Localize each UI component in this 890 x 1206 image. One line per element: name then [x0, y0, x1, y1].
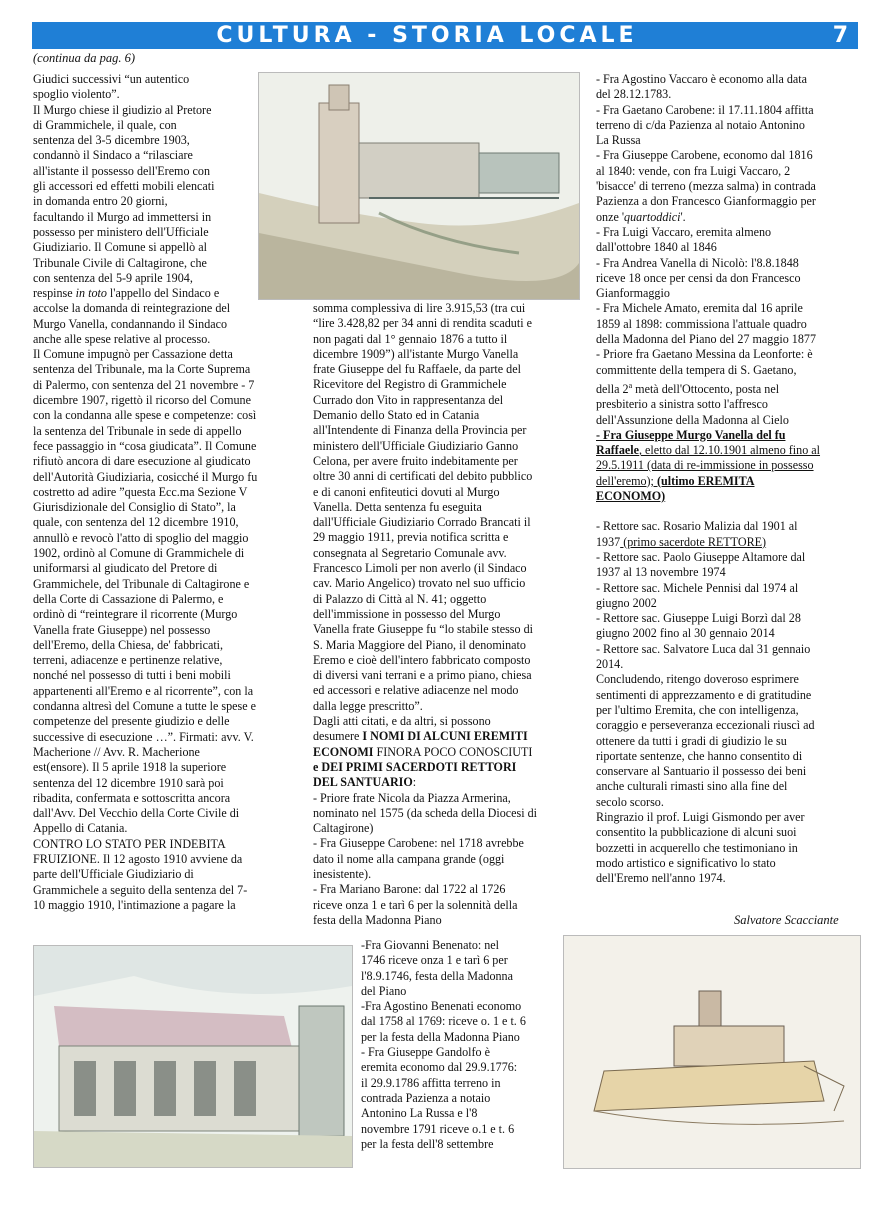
text-line: -Fra Giovanni Benenato: nel [361, 938, 500, 952]
text-line: “lire 3.428,82 per 34 anni di rendita scaduti e [313, 316, 532, 331]
text-line: dall'Ufficiale Giudiziario Corrado Brancati il [313, 515, 531, 530]
murgo-line-1 [596, 428, 861, 443]
text-line: condannò il Sindaco a “rilasciare [33, 148, 193, 163]
col1-intoto-line [33, 286, 311, 301]
text-line: dicembre 1909”) all'istante Murgo Vanella [313, 346, 519, 361]
text-line: dell'Autorità Giudiziaria, cosicché il Murgo fu [33, 469, 258, 484]
text-line: con la condanna alle spese e competenze: così [33, 408, 257, 423]
text-line: Murgo Vanella, condannando il Sindaco [33, 316, 228, 331]
text-line: Francesco Limoli per non averlo (il Sindaco [313, 561, 527, 576]
text-line: di Palazzo di Città al N. 41; oggetto [313, 591, 487, 606]
text-line: Antonino La Russa e l'8 [361, 1106, 478, 1121]
author-signature: Salvatore Scacciante [734, 913, 839, 927]
column-2-narrow-text [361, 938, 561, 1152]
col3-onze-line [596, 210, 861, 225]
col2-bold-line-2 [313, 745, 585, 760]
watercolor-santuario [563, 935, 861, 1169]
text-line: Tribunale Civile di Caltagirone, che [33, 255, 207, 270]
text-line: di Palermo, con sentenza del 21 novembre - 7 [33, 377, 255, 392]
text-line: dall'ottobre 1840 al 1846 [596, 240, 717, 255]
text-line: frate Giuseppe del fu Raffaele, da parte del [313, 362, 521, 377]
text-line: - Fra Mariano Barone: dal 1722 al 1726 [313, 882, 506, 897]
text-line: Ringrazio il prof. Luigi Gismondo per aver [596, 809, 805, 824]
text-line: della Corte di Cassazione di Palermo, e [33, 591, 224, 606]
text-line: contrada Pazienza a notaio [361, 1090, 491, 1105]
text-line: gli accessori ed effetti mobili elencati [33, 179, 215, 194]
murgo-line-5 [596, 489, 861, 504]
text-line: nonché nel possesso di tutti i beni mobili [33, 668, 231, 683]
underlined-text: (primo sacerdote RETTORE) [620, 534, 767, 549]
text-line: consentito la pubblicazione di alcuni suoi [596, 825, 797, 840]
text-line: - Fra Gaetano Carobene: il 17.11.1804 affitta [596, 102, 814, 117]
text-line: Vanella frate Giuseppe fu “lo stabile stesso di [313, 622, 533, 637]
text: : [412, 775, 417, 790]
underlined-text: dell'eremo); [596, 473, 657, 488]
murgo-line-4 [596, 474, 861, 489]
bold-underlined-text: (ultimo EREMITA [656, 473, 755, 488]
text-line: Currado don Vito in rappresentanza del [313, 392, 504, 407]
text-line: non pagati dal 1° gennaio 1876 a tutto il [313, 331, 508, 346]
text-line: Grammichele, del Tribunale di Caltagirone e [33, 576, 250, 591]
rettore-malizia-line-1: - Rettore sac. Rosario Malizia dal 1901 al [596, 519, 798, 534]
text-line: FRUIZIONE. Il 12 agosto 1910 avviene da [33, 851, 243, 866]
text-line: parte dell'Ufficiale Giudiziario di [33, 867, 194, 882]
text-line: della Madonna del Piano del 27 maggio 1877 [596, 332, 816, 347]
watercolor-courtyard [33, 945, 353, 1168]
bold-text: ECONOMI [313, 744, 374, 759]
text-line: di Grammichele, il quale, con [33, 117, 177, 132]
text-line: appartenenti all'Eremo e al ricorrente”, con la [33, 683, 254, 698]
col2-lines [313, 301, 585, 729]
text: onze ' [596, 209, 625, 224]
page-number: 7 [832, 23, 848, 48]
text-line: - Rettore sac. Giuseppe Luigi Borzì dal 28 [596, 611, 801, 626]
text-line: fece passaggio in “cosa giudicata”. Il Comune [33, 438, 257, 453]
text-line: Gianformaggio [596, 286, 670, 301]
murgo-line-3: 29.5.1911 (data di re-immissione in possesso [596, 458, 814, 473]
column-3-text [596, 72, 861, 886]
text-line: dell'Eremo nell'anno 1974. [596, 871, 726, 886]
text-line: inesistente). [313, 866, 372, 881]
text-line: ottenere da tutti i gradi di giudizio le su [596, 733, 787, 748]
text-line: -Fra Agostino Benenati economo [361, 999, 522, 1014]
text-line: - Rettore sac. Paolo Giuseppe Altamore dal [596, 549, 806, 564]
text-line: modo artistico e significativo lo stato [596, 855, 776, 870]
text-line: 1746 riceve onza 1 e tarì 6 per [361, 953, 508, 968]
text-line: per la festa dell'8 settembre [361, 1136, 494, 1151]
text-line: committente della tempera di S. Gaetano, [596, 362, 797, 377]
text-line: la sentenza del Tribunale in sede di appello [33, 423, 242, 438]
text-line: S. Maria Maggiore del Piano, il denominato [313, 637, 526, 652]
text-line: est(ensore). Il 5 aprile 1918 la superiore [33, 760, 227, 775]
text-line: sentenza del 12 dicembre 1910 sarà poi [33, 775, 224, 790]
text-line: CONTRO LO STATO PER INDEBITA [33, 836, 226, 851]
text-line: Demanio dello Stato ed in Catania [313, 408, 480, 423]
text-line: 1859 al 1898: commissiona l'attuale quadro [596, 316, 807, 331]
text-line: anche alle spese relative al processo. [33, 331, 211, 346]
text-line: Giudiziario. Il Comune si appellò al [33, 240, 207, 255]
text: respinse [33, 286, 76, 300]
text-line: La Russa [596, 133, 641, 148]
text-line: conservare al Santuario il possesso dei beni [596, 764, 807, 779]
text-line: rifiutò ancora di dare esecuzione al giudicato [33, 454, 251, 469]
text-line: costretto ad adire ”questa Ecc.ma Sezione V [33, 484, 248, 499]
text-line: Giudici successivi “un autentico [33, 72, 190, 86]
col3-lines-a [596, 72, 861, 210]
text-line: Vanella. Detta sentenza fu eseguita [313, 499, 482, 514]
text-line: ordinò di “reintegrare il ricorrente (Murgo [33, 607, 238, 622]
text-line: somma complessiva di lire 3.915,53 (tra cui [313, 301, 526, 315]
bold-underlined-text: - Fra Giuseppe Murgo Vanella del fu [596, 427, 786, 442]
text-line: ministero dell'Ufficiale Giudiziario Ganno [313, 438, 519, 453]
text-line: Grammichele a seguito della sentenza del 7- [33, 882, 248, 897]
emphasis: quartoddici [624, 209, 681, 224]
col2-bold-line-4 [313, 775, 585, 790]
text-line: Dagli atti citati, e da altri, si possono [313, 714, 491, 729]
text-line: dato il nome alla campana grande (oggi [313, 851, 505, 866]
text-line: riportate sentenze, che hanno consentito di [596, 748, 803, 763]
text-line: Il Murgo chiese il giudizio al Pretore [33, 102, 212, 117]
text-line: festa della Madonna Piano [313, 912, 442, 927]
section-title: CULTURA - STORIA LOCALE [216, 23, 638, 48]
spacer [596, 504, 861, 519]
murgo-line-2 [596, 443, 861, 458]
text-line: del 28.12.1783. [596, 87, 672, 102]
superscript: a [628, 380, 633, 390]
text-line: possesso per ministero dell'Ufficiale [33, 224, 209, 239]
text-line: competenze del presente giudizio e delle [33, 714, 230, 729]
text-line: all'Intendente di Finanza della Provincia per [313, 423, 527, 438]
text-line: riceve onza 1 e tarì 6 per la solennità della [313, 897, 518, 912]
text-line: - Fra Giuseppe Carobene, economo dal 1816 [596, 148, 813, 163]
text-line: sentimenti di apprezzamento e di gratitudine [596, 687, 812, 702]
text-line: facultando il Murgo ad immettersi in [33, 209, 212, 224]
col2-lines-after [313, 791, 585, 929]
text-line: dell'Assunzione della Madonna al Cielo [596, 412, 789, 427]
rettore-malizia-line-2 [596, 535, 861, 550]
text-line: 2014. [596, 657, 624, 672]
text-line: - Fra Giuseppe Carobene: nel 1718 avrebbe [313, 836, 524, 851]
text-line: presbiterio a sinistra sotto l'affresco [596, 397, 768, 412]
text-line: in domanda entro 20 giorni, [33, 194, 168, 209]
text-line: eremita economo dal 29.9.1776: [361, 1060, 518, 1075]
text-line: novembre 1791 riceve o.1 e t. 6 [361, 1121, 515, 1136]
text-line: per la festa della Madonna Piano [361, 1029, 520, 1044]
text-line: Giurisdizionale del Consiglio di Stato”, la [33, 500, 236, 515]
text-line: del Piano [361, 983, 407, 998]
text-line: bozzetti in acquerello che testimoniano in [596, 840, 798, 855]
text-line: annullò e revocò l'atto di spoglio del maggio [33, 530, 249, 545]
text-line: Celona, per avere fruito indebitamente per [313, 453, 518, 468]
col1-lines-top [33, 72, 258, 286]
text-line: - Fra Giuseppe Gandolfo è [361, 1045, 490, 1060]
text-line: Macherione // Avv. R. Macherione [33, 744, 200, 759]
text-line: dell'immissione in possesso del Murgo [313, 606, 501, 621]
text-line: ed accessori e relative adiacenze nel modo [313, 683, 519, 698]
text-line: - Rettore sac. Michele Pennisi dal 1974 al [596, 580, 799, 595]
section-header [32, 22, 858, 49]
text-line: l'8.9.1746, festa della Madonna [361, 968, 513, 983]
col3-lines-b [596, 225, 861, 378]
text-line: di diversi vani terrani e a primo piano, chiesa [313, 668, 532, 683]
text-line: dal 1758 al 1769: riceve o. 1 e t. 6 [361, 1014, 526, 1029]
text-line: - Priore fra Gaetano Messina da Leonforte: è [596, 347, 813, 362]
text-line: Pazienza a don Francesco Gianformaggio per [596, 194, 816, 209]
text-line: con sentenza del 5-9 aprile 1904, [33, 270, 193, 285]
watercolor-hermitage-top [258, 72, 580, 300]
text-line: Vanella frate Giuseppe) nel possesso [33, 622, 211, 637]
column-1-text [33, 72, 258, 286]
text-line: nominato nel 1575 (da scheda della Diocesi di [313, 805, 538, 820]
text-line: sentenza del 3-5 dicembre 1903, [33, 133, 190, 148]
text-line: uniformarsi al giudicato del Pretore di [33, 561, 218, 576]
text-line: consegnata al Segretario Comunale avv. [313, 545, 507, 560]
text-line: Eremo e cioè dell'intero fabbricato composto [313, 652, 531, 667]
text-line: Appello di Catania. [33, 821, 128, 836]
text-line: per l'ultimo Eremita, che con intelligenza, [596, 702, 799, 717]
text-line: terreno di c/da Pazienza al notaio Antonino [596, 117, 805, 132]
text-line: condanna altresì del Comune a tutte le spese e [33, 699, 256, 714]
text-line: cav. Mario Angelico) trovato nel suo ufficio [313, 576, 526, 591]
text-line: successive di esecuzione …”. Firmati: avv. V. [33, 729, 254, 744]
bold-text: I NOMI DI ALCUNI EREMITI [362, 729, 528, 744]
bold-text: e DEI PRIMI SACERDOTI RETTORI [313, 759, 517, 774]
col3-lines-d [596, 550, 861, 887]
text-line: sentenza del Tribunale, ma la Corte Suprema [33, 362, 251, 377]
col2-lines-narrow [361, 938, 561, 1152]
text-line: oltre 30 anni di certificati del debito pubblico [313, 469, 533, 484]
text-line: dell'Eremo, della Chiesa, de' fabbricati, [33, 637, 224, 652]
col2-bold-line-3 [313, 760, 585, 775]
text-line: dicembre 1907, rigettò il ricorso del Comune [33, 393, 251, 408]
col1-lines-bottom [33, 301, 311, 913]
text-line: giugno 2002 [596, 595, 657, 610]
text-line: - Fra Andrea Vanella di Nicolò: l'8.8.1848 [596, 255, 799, 270]
text: FINORA POCO CONOSCIUTI [373, 744, 533, 759]
text-line: - Fra Luigi Vaccaro, eremita almeno [596, 224, 772, 239]
text-line: 'bisacce' di terreno (mezza salma) in contrada [596, 179, 816, 194]
text: della 2 [596, 381, 629, 396]
text-line: secolo scorso. [596, 794, 664, 809]
text-line: Ricevitore del Registro di Grammichele [313, 377, 507, 392]
text-line: 1937 al 13 novembre 1974 [596, 565, 726, 580]
text-line: - Fra Agostino Vaccaro è economo alla data [596, 72, 808, 86]
bold-text: DEL SANTUARIO [313, 775, 413, 790]
text: 1937 [596, 534, 621, 549]
text-line: - Rettore sac. Salvatore Luca dal 31 gennaio [596, 641, 811, 656]
col3-seconda-line [596, 378, 861, 397]
text-line: Concludendo, ritengo doveroso esprimere [596, 672, 799, 687]
text: desumere [313, 729, 363, 744]
text-line: Caltagirone) [313, 821, 374, 836]
text: metà dell'Ottocento, posta nel [632, 381, 780, 396]
text-line: giugno 2002 fino al 30 gennaio 2014 [596, 626, 775, 641]
column-2-text [313, 301, 585, 928]
bold-text: Raffaele [596, 443, 639, 458]
text-line: coraggio e perseveranza eccezionali riuscì ad [596, 718, 815, 733]
text-line: quale, con sentenza del 12 dicembre 1910, [33, 515, 239, 530]
text: '. [680, 209, 686, 224]
text-line: 10 maggio 1910, l'intimazione a pagare la [33, 897, 236, 912]
text-line: riceve 18 once per censi da don Francesco [596, 270, 801, 285]
col3-lines-c [596, 397, 861, 428]
text-line: spoglio violento”. [33, 87, 120, 102]
text-line: al 1840: vende, con fra Luigi Vaccaro, 2 [596, 163, 791, 178]
text-line: - Fra Michele Amato, eremita dal 16 aprile [596, 301, 803, 316]
text-line: accolse la domanda di reintegrazione del [33, 301, 231, 316]
text-line: dalla legge prescritto”. [313, 698, 423, 713]
text: , eletto dal 12.10.1901 almeno fino al [638, 443, 821, 458]
text-line: 29 maggio 1911, previa notifica scritta e [313, 530, 509, 545]
emphasis: in toto [75, 286, 107, 300]
col2-desumere-line [313, 729, 585, 744]
text-line: terreni, adiacenze e pertinenze relative, [33, 653, 223, 668]
continued-note: (continua da pag. 6) [33, 51, 136, 65]
bold-underlined-text: ECONOMO) [596, 489, 666, 504]
text-line: Il Comune impugnò per Cassazione detta [33, 347, 233, 362]
text-line: all'istante il possesso dell'Eremo con [33, 163, 210, 178]
column-1-text-wide [33, 286, 311, 913]
text-line: ribadita, confermata e sottoscritta ancora [33, 790, 231, 805]
text-line: il 29.9.1786 affitta terreno in [361, 1075, 501, 1090]
text-line: 1902, ordinò al Comune di Grammichele di [33, 546, 245, 561]
text-line: dall'Avv. Del Vecchio della Corte Civile di [33, 806, 240, 821]
text-line: - Priore frate Nicola da Piazza Armerina, [313, 790, 511, 805]
text: l'appello del Sindaco e [106, 286, 220, 300]
text-line: e di canoni enfiteutici dovuti al Murgo [313, 484, 500, 499]
text-line: anche culturali rimasti sino alla fine del [596, 779, 788, 794]
